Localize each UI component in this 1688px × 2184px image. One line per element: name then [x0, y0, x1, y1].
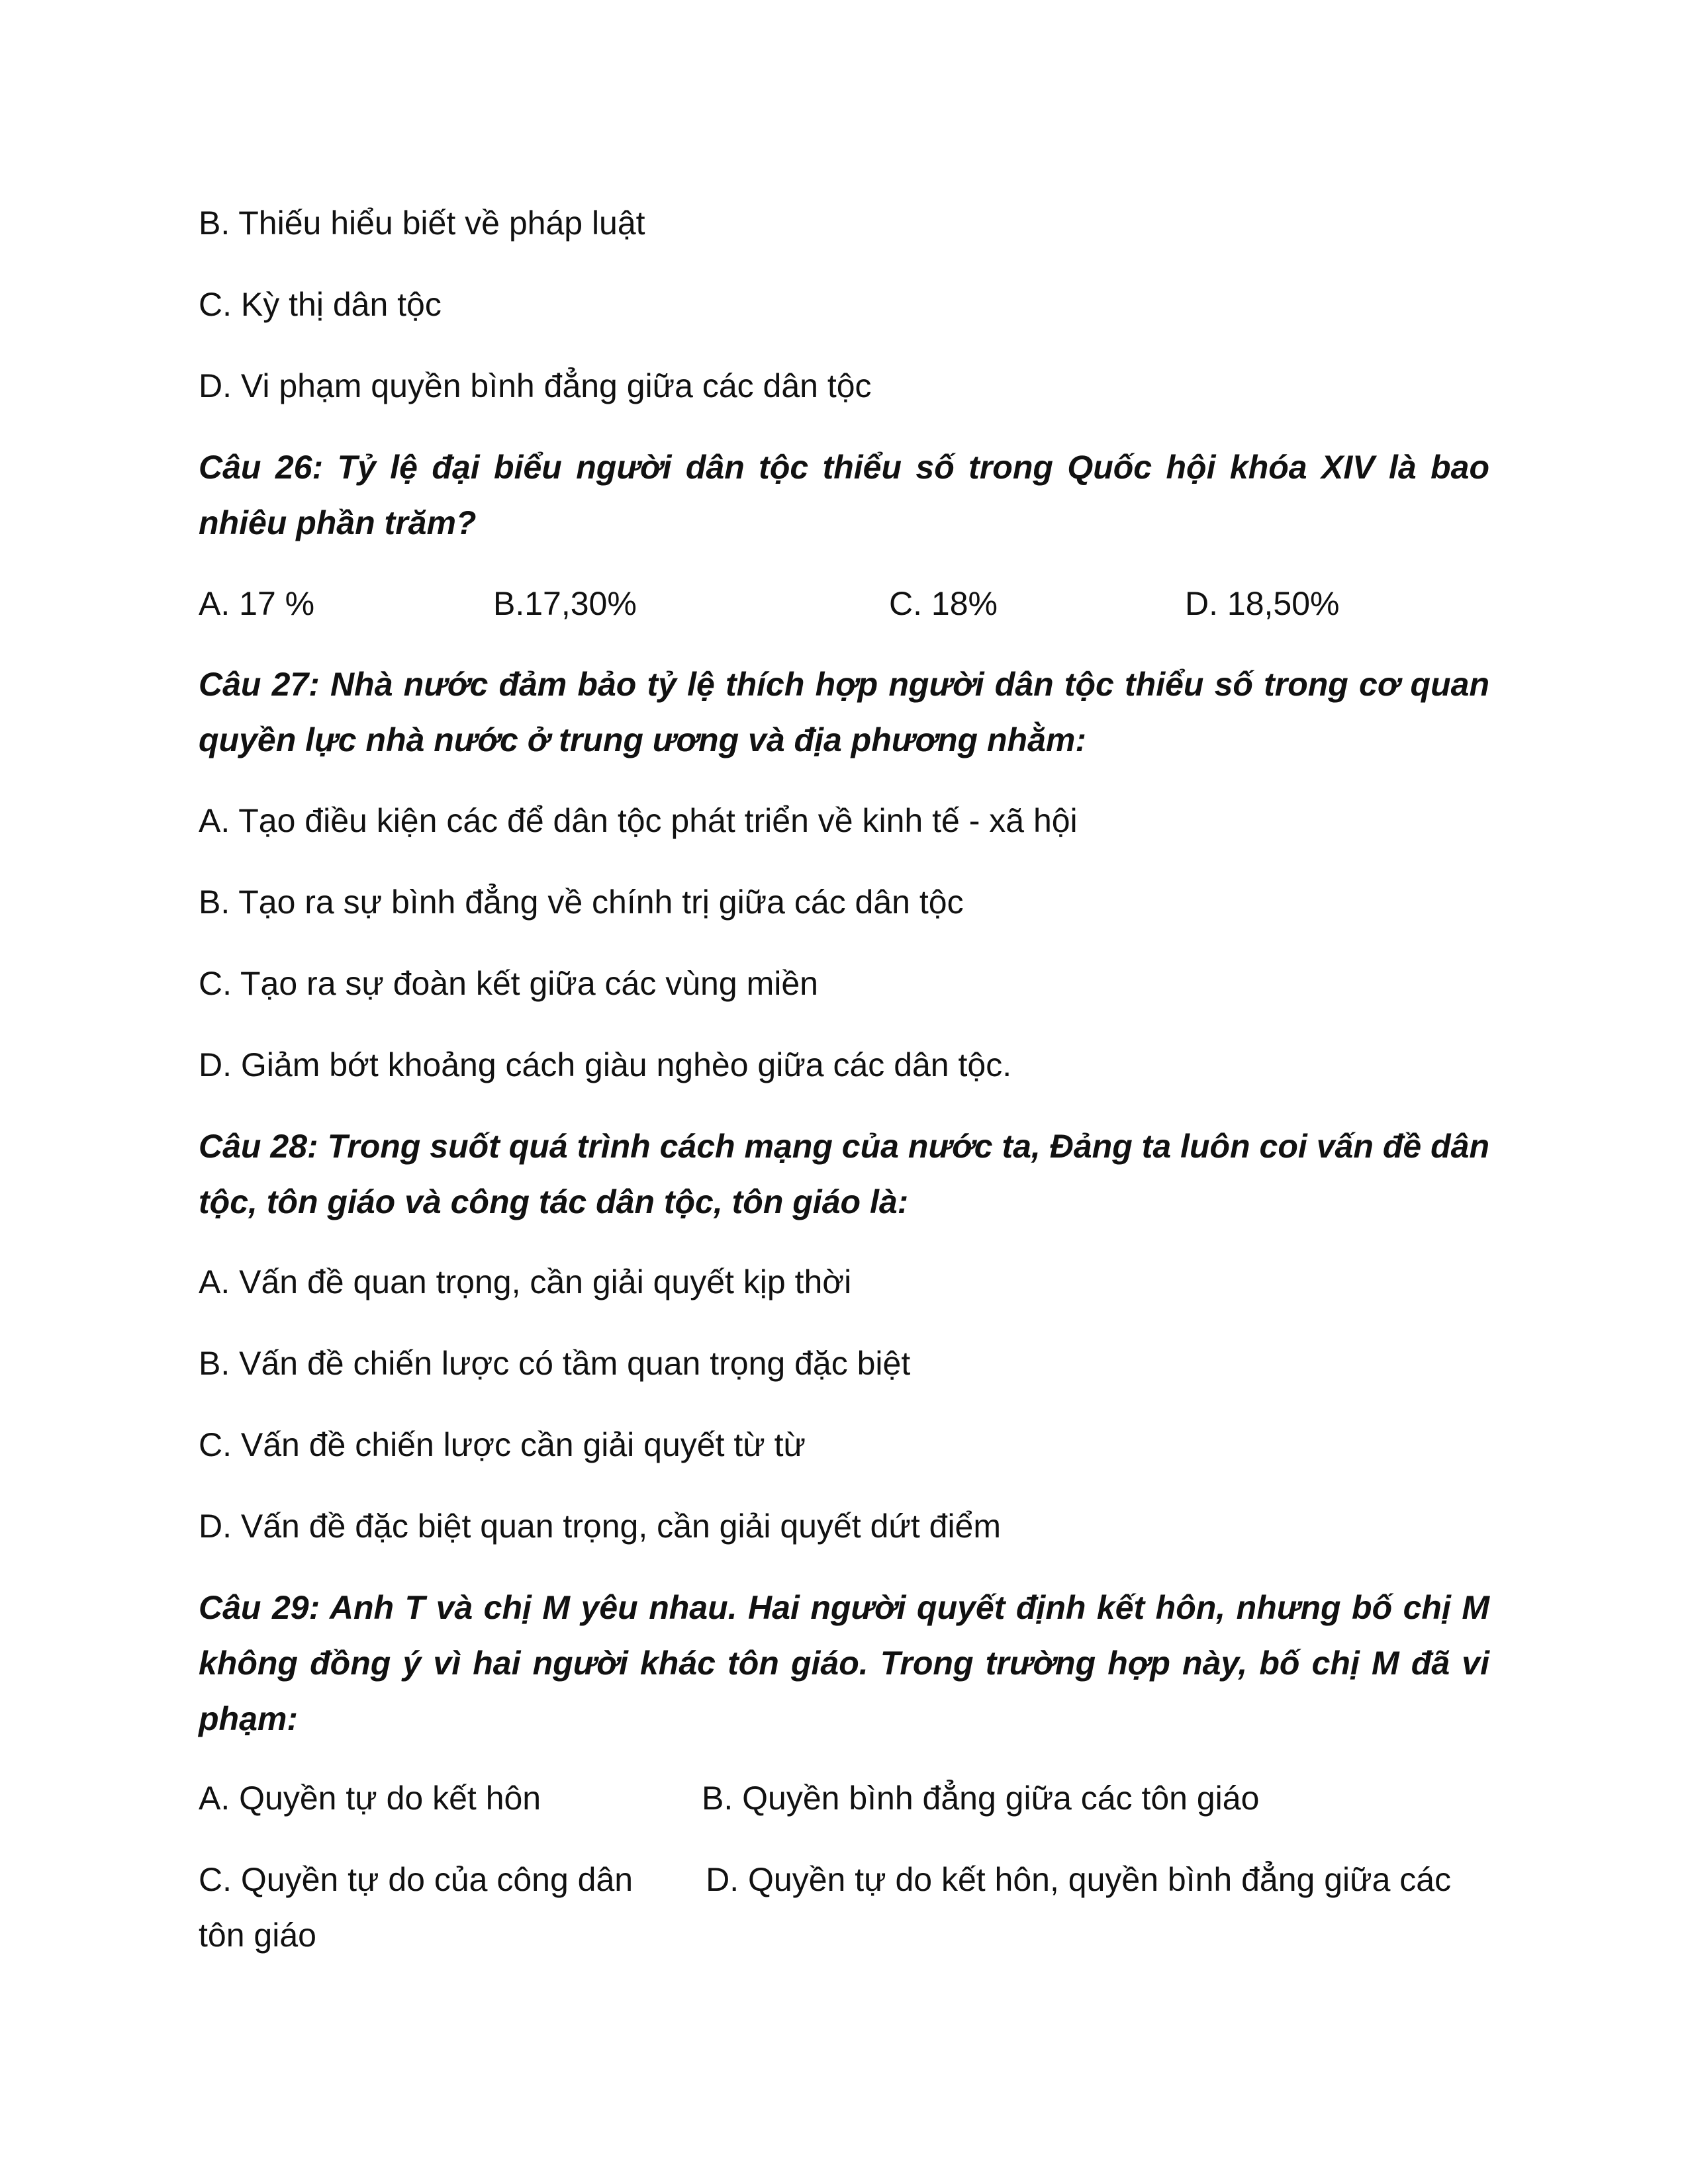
q29-option-c: C. Quyền tự do của công dân [199, 1861, 633, 1898]
q26-option-d: D. 18,50% [1185, 585, 1340, 622]
q28-option-a: A. Vấn đề quan trọng, cần giải quyết kịp thời [199, 1263, 852, 1300]
q26-option-a: A. 17 % [199, 585, 315, 622]
q29-option-b: B. Quyền bình đẳng giữa các tôn giáo [702, 1780, 1260, 1817]
question-28: Câu 28: Trong suốt quá trình cách mạng của nước ta, Đảng ta luôn coi vấn đề dân tộc, tôn giáo và công tác dân tộc, tôn giáo là: [199, 1128, 1489, 1220]
q28-option-b: B. Vấn đề chiến lược có tầm quan trọng đặc biệt [199, 1345, 911, 1382]
q28-option-c: C. Vấn đề chiến lược cần giải quyết từ từ [199, 1426, 806, 1463]
prev-option-b: B. Thiếu hiểu biết về pháp luật [199, 205, 645, 242]
question-26: Câu 26: Tỷ lệ đại biểu người dân tộc thiểu số trong Quốc hội khóa XIV là bao nhiêu phần trăm? [199, 449, 1489, 541]
q27-option-b: B. Tạo ra sự bình đẳng về chính trị giữa các dân tộc [199, 884, 964, 921]
q26-option-b: B.17,30% [493, 585, 637, 622]
prev-option-c: C. Kỳ thị dân tộc [199, 286, 442, 323]
q27-option-c: C. Tạo ra sự đoàn kết giữa các vùng miền [199, 965, 818, 1002]
q26-option-c: C. 18% [889, 585, 998, 622]
q29-option-d: D. Quyền tự do kết hôn, quyền bình đẳng giữa các tôn giáo [199, 1861, 1452, 1954]
q27-option-d: D. Giảm bớt khoảng cách giàu nghèo giữa các dân tộc. [199, 1046, 1012, 1083]
q28-option-d: D. Vấn đề đặc biệt quan trọng, cần giải quyết dứt điểm [199, 1508, 1002, 1545]
question-27: Câu 27: Nhà nước đảm bảo tỷ lệ thích hợp người dân tộc thiểu số trong cơ quan quyền lực nhà nước ở trung ương và địa phương nhằm: [199, 666, 1489, 758]
q29-options-cd [199, 1852, 1489, 1963]
q29-option-a: A. Quyền tự do kết hôn [199, 1780, 541, 1817]
prev-option-d: D. Vi phạm quyền bình đẳng giữa các dân tộc [199, 367, 872, 404]
q27-option-a: A. Tạo điều kiện các để dân tộc phát triển về kinh tế - xã hội [199, 802, 1078, 839]
question-29: Câu 29: Anh T và chị M yêu nhau. Hai người quyết định kết hôn, nhưng bố chị M không đồng ý vì hai người khác tôn giáo. Trong trường hợp này, bố chị M đã vi phạm: [199, 1589, 1489, 1737]
